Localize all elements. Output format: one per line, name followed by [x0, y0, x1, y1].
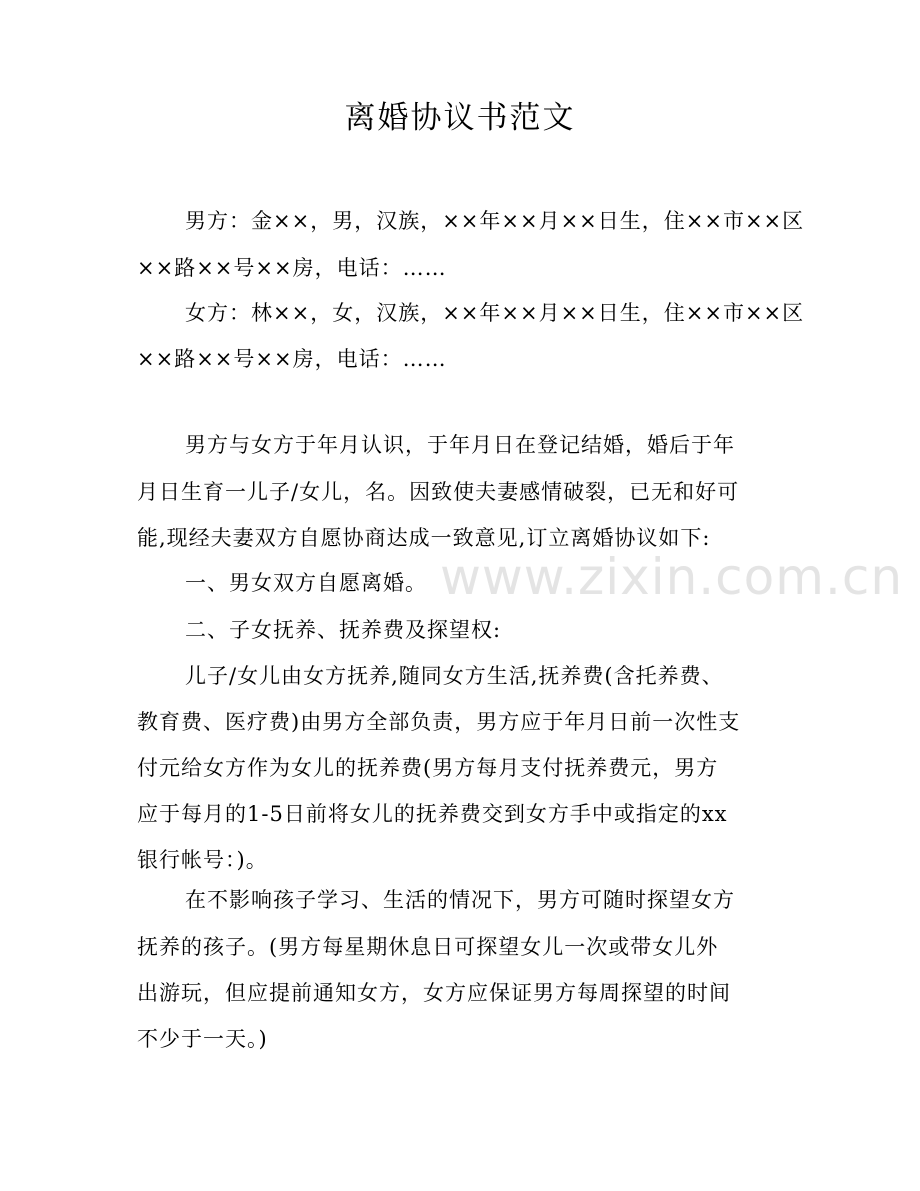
- clause-2-heading: 二、子女抚养、抚养费及探望权:: [185, 618, 502, 642]
- female-party-line-2: ××路××号××房，电话：……: [137, 347, 447, 371]
- custody-paragraph-line-1: 儿子/女儿由女方抚养,随同女方生活,抚养费(含托养费、: [185, 664, 724, 688]
- visitation-paragraph-line-2: 抚养的孩子。(男方每星期休息日可探望女儿一次或带女儿外: [137, 935, 719, 959]
- document-title: 离婚协议书范文: [344, 100, 576, 136]
- clause-1: 一、男女双方自愿离婚。: [185, 571, 427, 595]
- intro-paragraph-line-3: 能,现经夫妻双方自愿协商达成一致意见,订立离婚协议如下:: [137, 526, 711, 550]
- male-party-line-2: ××路××号××房，电话：……: [137, 256, 447, 280]
- intro-paragraph-line-2: 月日生育一儿子/女儿，名。因致使夫妻感情破裂，已无和好可: [137, 480, 740, 504]
- male-party-line-1: 男方：金××，男，汉族，××年××月××日生，住××市××区: [185, 209, 805, 233]
- custody-paragraph-line-4: 应于每月的1-5日前将女儿的抚养费交到女方手中或指定的xx: [137, 802, 728, 826]
- watermark: www.zixin.com.cn: [440, 548, 904, 606]
- visitation-paragraph-line-4: 不少于一天。): [137, 1027, 268, 1051]
- visitation-paragraph-line-3: 出游玩，但应提前通知女方，女方应保证男方每周探望的时间: [137, 981, 731, 1005]
- custody-paragraph-line-5: 银行帐号：)。: [137, 848, 268, 872]
- visitation-paragraph-line-1: 在不影响孩子学习、生活的情况下，男方可随时探望女方: [185, 888, 735, 912]
- custody-paragraph-line-2: 教育费、医疗费)由男方全部负责，男方应于年月日前一次性支: [137, 710, 741, 734]
- custody-paragraph-line-3: 付元给女方作为女儿的抚养费(男方每月支付抚养费元，男方: [137, 756, 719, 780]
- female-party-line-1: 女方：林××，女，汉族，××年××月××日生，住××市××区: [185, 301, 805, 325]
- intro-paragraph-line-1: 男方与女方于年月认识，于年月日在登记结婚，婚后于年: [185, 433, 735, 457]
